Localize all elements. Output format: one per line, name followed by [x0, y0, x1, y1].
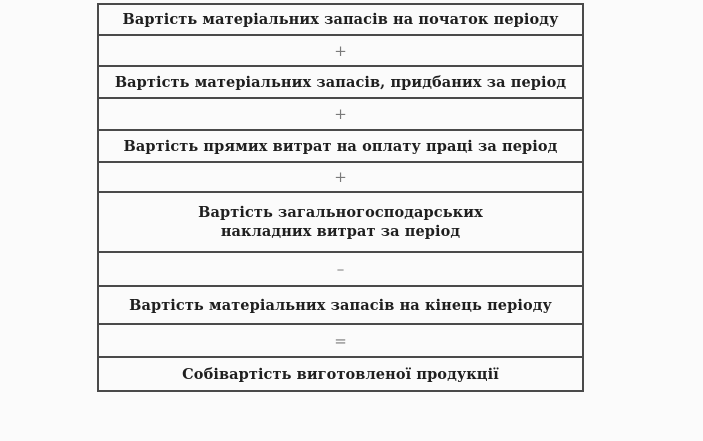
- row-label: Вартість матеріальних запасів, придбаних за період: [114, 73, 567, 91]
- row-opening-inventory: [97, 5, 584, 36]
- row-label: Собівартість виготовленої продукції: [182, 365, 499, 383]
- operator-symbol: +: [334, 168, 347, 186]
- operator-plus: [97, 36, 584, 67]
- row-closing-inventory: [97, 287, 584, 325]
- operator-minus: [97, 253, 584, 287]
- row-direct-labor: [97, 131, 584, 163]
- operator-symbol: =: [334, 331, 347, 350]
- row-label: Вартість матеріальних запасів на кінець періоду: [129, 296, 552, 314]
- row-purchased-inventory: [97, 67, 584, 99]
- row-label: Вартість прямих витрат на оплату праці за період: [123, 137, 558, 155]
- operator-symbol: +: [334, 105, 347, 123]
- row-cost-of-goods-manufactured: [97, 358, 584, 392]
- cost-formula-table: [97, 3, 584, 392]
- operator-symbol: –: [336, 260, 345, 278]
- row-label-line-1: Вартість загальногосподарських: [198, 204, 483, 221]
- row-label-line-2: накладних витрат за період: [220, 223, 461, 240]
- row-overhead-costs: [97, 193, 584, 253]
- operator-equals: [97, 325, 584, 358]
- operator-plus: [97, 99, 584, 131]
- row-label: Вартість матеріальних запасів на початок періоду: [122, 11, 559, 28]
- operator-plus: [97, 163, 584, 193]
- operator-symbol: +: [334, 41, 347, 60]
